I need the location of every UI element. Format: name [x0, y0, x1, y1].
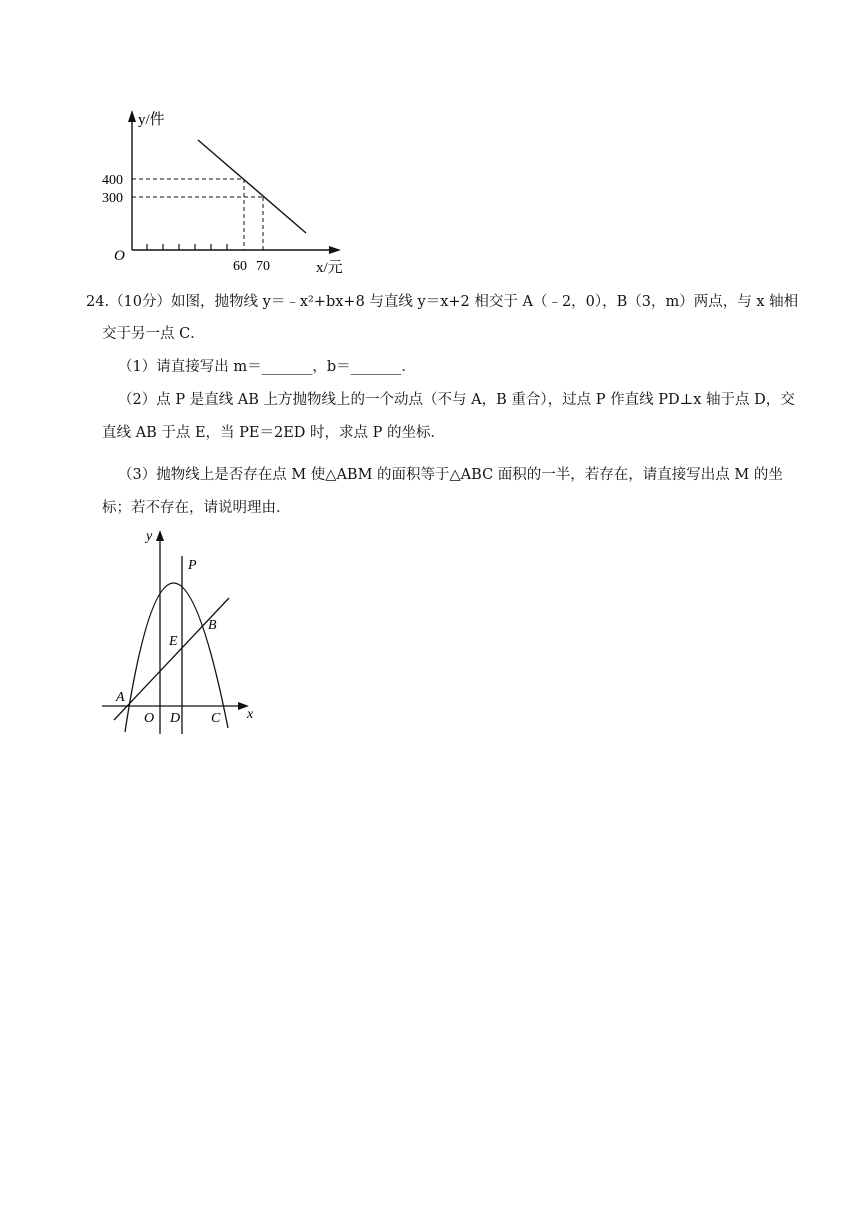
- part-3-line1: （3）抛物线上是否存在点 M 使△ABM 的面积等于△ABC 面积的一半，若存在，请直接写出点 M 的坐: [118, 467, 783, 483]
- label-d: D: [170, 711, 181, 726]
- part-3-line2: 标；若不存在，请说明理由．: [102, 500, 291, 516]
- problem-stem-line1: [86, 292, 798, 312]
- label-y: y: [146, 529, 153, 544]
- problem-number: 24.: [86, 294, 110, 310]
- y-axis-arrow: [156, 530, 164, 541]
- part-2-line1: （2）点 P 是直线 AB 上方抛物线上的一个动点（不与 A，B 重合），过点 P 作直线 PD⊥x 轴于点 D，交: [118, 392, 795, 408]
- y-axis-label: y/件: [138, 112, 165, 128]
- problem-24: [0, 0, 860, 520]
- parabola-svg: [96, 524, 266, 738]
- label-x: x: [247, 707, 254, 722]
- part-2-line2: 直线 AB 于点 E，当 PE＝2ED 时，求点 P 的坐标．: [102, 425, 446, 441]
- label-a: A: [116, 690, 125, 705]
- x-tick-60: 60: [233, 259, 247, 274]
- x-tick-70: 70: [256, 259, 270, 274]
- label-o: O: [144, 711, 155, 726]
- problem-score: （10分）: [109, 294, 172, 310]
- parabola-figure: [96, 524, 266, 738]
- y-tick-400: 400: [102, 173, 123, 188]
- label-p: P: [188, 558, 197, 573]
- problem-stem-line2: 交于另一点 C．: [102, 326, 205, 342]
- part-1: （1）请直接写出 m＝_______，b＝_______．: [118, 359, 416, 375]
- x-axis-label: x/元: [316, 260, 343, 276]
- label-c: C: [211, 711, 221, 726]
- parabola-curve: [125, 583, 228, 732]
- label-e: E: [169, 634, 178, 649]
- y-tick-300: 300: [102, 191, 123, 206]
- label-b: B: [208, 618, 217, 633]
- stem-text-1: 如图，抛物线 y＝﹣x²+bx+8 与直线 y＝x+2 相交于 A（﹣2，0），B（3，m）两点，与 x 轴相: [171, 294, 799, 310]
- origin-label: O: [114, 248, 125, 264]
